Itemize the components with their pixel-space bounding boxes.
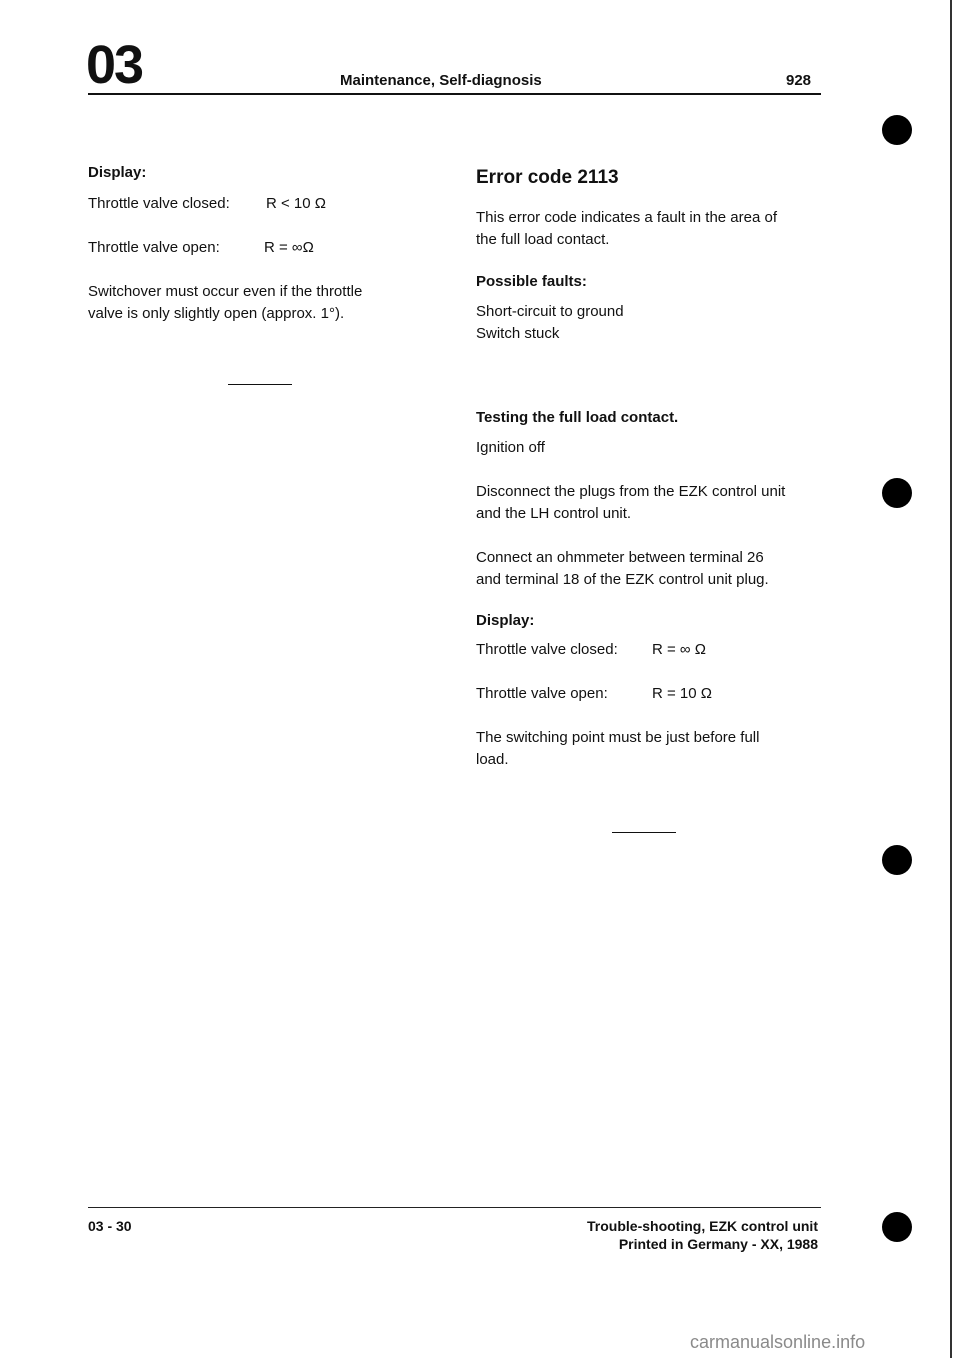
fault-item: Short-circuit to ground [476, 303, 624, 320]
binder-hole [882, 115, 912, 145]
disconnect-step-line2: and the LH control unit. [476, 505, 632, 522]
header-rule [88, 93, 821, 95]
closed-value: R < 10 Ω [266, 195, 326, 212]
switchover-note-line2: valve is only slightly open (approx. 1°). [88, 305, 345, 322]
open-label: Throttle valve open: [88, 239, 220, 256]
display-label: Display: [88, 164, 147, 181]
intro-line2: the full load contact. [476, 231, 610, 248]
page-edge [950, 0, 952, 1358]
open-label: Throttle valve open: [476, 685, 608, 702]
disconnect-step-line1: Disconnect the plugs from the EZK control unit [476, 483, 786, 500]
display-label: Display: [476, 612, 535, 629]
intro-line1: This error code indicates a fault in the area of [476, 209, 777, 226]
closed-value: R = ∞ Ω [652, 641, 707, 658]
footer-rule [88, 1207, 821, 1208]
section-end-rule [612, 832, 676, 833]
page-number: 03 - 30 [88, 1218, 132, 1234]
fault-item: Switch stuck [476, 325, 560, 342]
binder-hole [882, 478, 912, 508]
closed-label: Throttle valve closed: [88, 195, 230, 212]
test-heading: Testing the full load contact. [476, 409, 679, 426]
switching-point-line1: The switching point must be just before full [476, 729, 760, 746]
footer-printed: Printed in Germany - XX, 1988 [618, 1236, 818, 1252]
model-number: 928 [786, 72, 812, 89]
connect-step-line2: and terminal 18 of the EZK control unit plug. [476, 571, 769, 588]
page-header-title: Maintenance, Self-diagnosis [340, 72, 542, 89]
open-value: R = ∞Ω [264, 239, 314, 256]
error-code-heading: Error code 2113 [476, 167, 619, 188]
section-end-rule [228, 384, 292, 385]
chapter-number: 03 [86, 35, 143, 95]
possible-faults-label: Possible faults: [476, 273, 587, 290]
watermark: carmanualsonline.info [690, 1332, 866, 1352]
open-value: R = 10 Ω [652, 685, 712, 702]
connect-step-line1: Connect an ohmmeter between terminal 26 [476, 549, 764, 566]
binder-hole [882, 1212, 912, 1242]
footer-section: Trouble-shooting, EZK control unit [587, 1218, 818, 1234]
ignition-step: Ignition off [476, 439, 545, 456]
switchover-note-line1: Switchover must occur even if the throttle [88, 283, 363, 300]
closed-label: Throttle valve closed: [476, 641, 618, 658]
binder-hole [882, 845, 912, 875]
switching-point-line2: load. [476, 751, 509, 768]
